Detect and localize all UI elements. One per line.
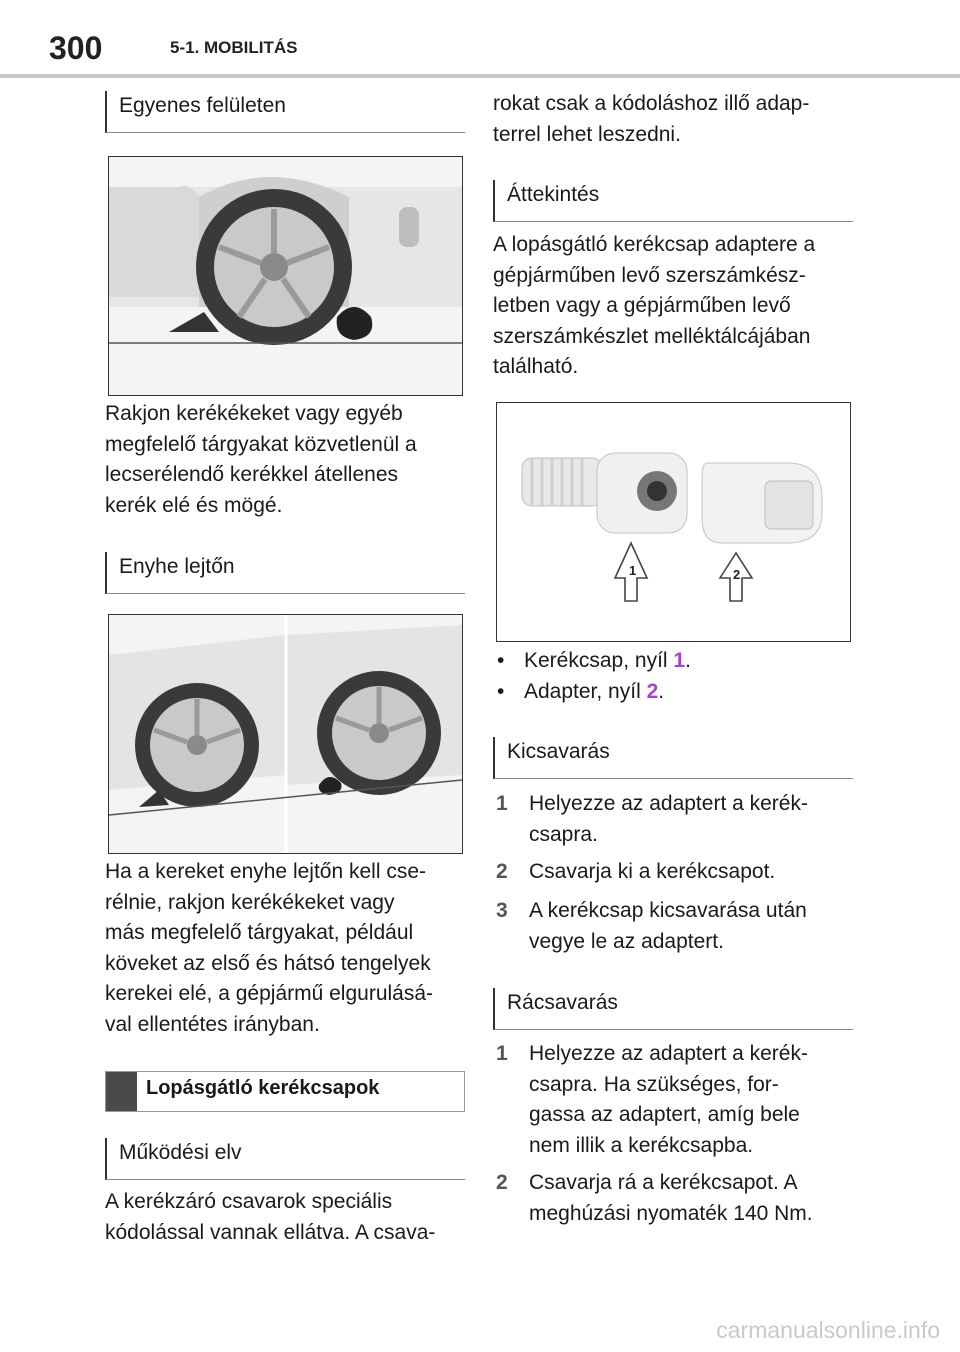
text-line: Helyezze az adaptert a kerék- bbox=[529, 1042, 808, 1065]
bullet-text bbox=[524, 677, 664, 707]
text-line: A kerékcsap kicsavarása után bbox=[529, 899, 807, 922]
arrow-number: 1 bbox=[673, 649, 686, 672]
text-line: rélnie, rakjon kerékékeket vagy bbox=[105, 890, 395, 914]
text-line: megfelelő tárgyakat közvetlenül a bbox=[105, 432, 417, 456]
car-wheels-slope-illustration bbox=[109, 615, 462, 853]
heading-flat-surface: Egyenes felületen bbox=[105, 91, 465, 133]
header-rule bbox=[0, 74, 960, 78]
heading-marker-block bbox=[106, 1072, 137, 1111]
bullet-dot: • bbox=[497, 680, 505, 703]
text-line: A lopásgátló kerékcsap adaptere a bbox=[493, 233, 816, 256]
step-number: 1 bbox=[496, 1042, 508, 1065]
bullet-end: . bbox=[658, 680, 665, 703]
bullet-item bbox=[497, 677, 857, 707]
text-line: terrel lehet leszedni. bbox=[493, 122, 681, 146]
heading-overview: Áttekintés bbox=[493, 180, 853, 222]
bullet-label: Adapter, nyíl bbox=[524, 680, 647, 703]
step-text bbox=[529, 1168, 859, 1229]
step-text bbox=[529, 789, 859, 850]
text-line: gassa az adaptert, amíg bele bbox=[529, 1103, 800, 1126]
step-text bbox=[529, 1039, 859, 1161]
paragraph-overview bbox=[493, 230, 853, 383]
arrow-number: 2 bbox=[646, 680, 659, 703]
heading-screwing-on: Rácsavarás bbox=[493, 988, 853, 1030]
text-line: kerekei elé, a gépjármű elgurulásá- bbox=[105, 982, 434, 1005]
text-line: található. bbox=[493, 355, 579, 378]
text-line: csapra. bbox=[529, 822, 598, 846]
heading-antitheft-bolts-text: Lopásgátló kerékcsapok bbox=[146, 1077, 380, 1099]
paragraph-operating-principle bbox=[105, 1187, 465, 1248]
text-line: Rakjon kerékékeket vagy egyéb bbox=[105, 402, 403, 425]
heading-unscrewing: Kicsavarás bbox=[493, 737, 853, 779]
step-number: 3 bbox=[496, 899, 508, 922]
text-line: kerék elé és mögé. bbox=[105, 493, 283, 517]
car-wheel-flat-illustration bbox=[109, 157, 462, 395]
step-text bbox=[529, 857, 859, 888]
page-header bbox=[0, 0, 960, 76]
heading-operating-principle: Működési elv bbox=[105, 1138, 465, 1180]
bullet-label: Kerékcsap, nyíl bbox=[524, 649, 674, 672]
text-line: más megfelelő tárgyakat, például bbox=[105, 921, 414, 944]
page-number: 300 bbox=[49, 30, 103, 66]
paragraph-flat-surface bbox=[105, 399, 465, 521]
text-line: nem illik a kerékcsapba. bbox=[529, 1133, 754, 1157]
paragraph-slight-slope bbox=[105, 857, 465, 1040]
bullet-text bbox=[524, 646, 691, 676]
text-line: kódolással vannak ellátva. A csava- bbox=[105, 1220, 436, 1244]
bullet-dot: • bbox=[497, 649, 505, 672]
watermark: carmanualsonline.info bbox=[716, 1317, 940, 1343]
heading-slight-slope: Enyhe lejtőn bbox=[105, 552, 465, 594]
text-line: Helyezze az adaptert a kerék- bbox=[529, 792, 808, 815]
text-line: gépjárműben levő szerszámkész- bbox=[493, 263, 806, 287]
text-line: Csavarja rá a kerékcsapot. A bbox=[529, 1171, 798, 1194]
callout-label-2: 2 bbox=[733, 567, 741, 582]
text-line: vegye le az adaptert. bbox=[529, 929, 724, 953]
text-line: val ellentétes irányban. bbox=[105, 1012, 320, 1036]
text-line: lecserélendő kerékkel átellenes bbox=[105, 463, 399, 486]
bolt-and-adapter-illustration bbox=[497, 403, 850, 641]
bullet-end: . bbox=[685, 649, 691, 672]
text-line: csapra. Ha szükséges, for- bbox=[529, 1072, 779, 1096]
text-line: Csavarja ki a kerékcsapot. bbox=[529, 860, 776, 883]
callout-label-1: 1 bbox=[629, 563, 637, 578]
text-line: letben vagy a gépjárműben levő bbox=[493, 294, 791, 317]
text-line: szerszámkészlet melléktálcájában bbox=[493, 324, 811, 348]
text-line: köveket az első és hátsó tengelyek bbox=[105, 951, 431, 975]
step-number: 1 bbox=[496, 792, 508, 815]
text-line: Ha a kereket enyhe lejtőn kell cse- bbox=[105, 860, 426, 883]
section-title: 5-1. MOBILITÁS bbox=[170, 38, 298, 57]
text-line: A kerékzáró csavarok speciális bbox=[105, 1190, 393, 1213]
step-number: 2 bbox=[496, 860, 508, 883]
figure-slight-slope bbox=[108, 614, 463, 854]
heading-antitheft-bolts bbox=[105, 1071, 465, 1112]
text-line: meghúzási nyomaték 140 Nm. bbox=[529, 1201, 813, 1225]
figure-bolt-adapter bbox=[496, 402, 851, 642]
step-number: 2 bbox=[496, 1171, 508, 1194]
paragraph-continuation bbox=[493, 89, 853, 150]
bullet-item bbox=[497, 646, 857, 676]
step-text bbox=[529, 896, 859, 957]
text-line: rokat csak a kódoláshoz illő adap- bbox=[493, 92, 810, 115]
figure-flat-surface bbox=[108, 156, 463, 396]
